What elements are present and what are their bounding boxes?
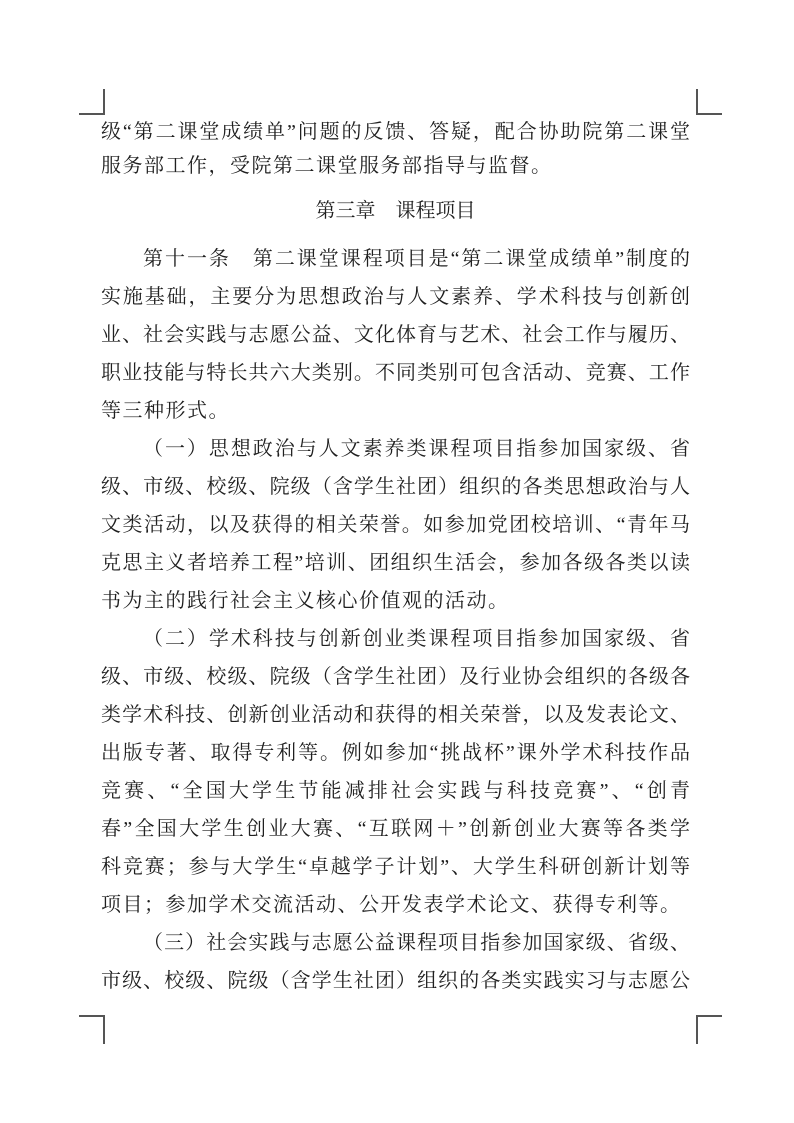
text-line: 书为主的践行社会主义核心价值观的活动。 [101, 590, 510, 612]
text-line: （一）思想政治与人文素养类课程项目指参加国家级、省 [143, 438, 690, 460]
text-line: 科竞赛；参与大学生“卓越学子计划”、大学生科研创新计划等 [101, 856, 690, 878]
crop-mark-bottom-right-icon [696, 1015, 722, 1044]
text-line: 等三种形式。 [101, 400, 230, 422]
text-line: 第十一条 第二课堂课程项目是“第二课堂成绩单”制度的 [143, 248, 690, 270]
text-line: 春”全国大学生创业大赛、“互联网＋”创新创业大赛等各类学 [101, 818, 690, 840]
text-line: 职业技能与特长共六大类别。不同类别可包含活动、竞赛、工作 [101, 362, 690, 384]
chapter-heading: 第三章 课程项目 [315, 200, 476, 222]
text-line: 文类活动，以及获得的相关荣誉。如参加党团校培训、“青年马 [101, 514, 690, 536]
text-line: 类学术科技、创新创业活动和获得的相关荣誉，以及发表论文、 [101, 704, 690, 726]
text-line: 竞赛、“全国大学生节能减排社会实践与科技竞赛”、“创青 [101, 780, 690, 802]
crop-mark-bottom-left-icon [79, 1015, 105, 1044]
text-line: 业、社会实践与志愿公益、文化体育与艺术、社会工作与履历、 [101, 324, 690, 346]
text-line: 克思主义者培养工程”培训、团组织生活会，参加各级各类以读 [101, 552, 690, 574]
text-line: 服务部工作，受院第二课堂服务部指导与监督。 [101, 155, 553, 177]
text-line: 级、市级、校级、院级（含学生社团）组织的各类思想政治与人 [101, 476, 690, 498]
text-line: 级“第二课堂成绩单”问题的反馈、答疑，配合协助院第二课堂 [101, 121, 690, 143]
text-line: 级、市级、校级、院级（含学生社团）及行业协会组织的各级各 [101, 666, 690, 688]
text-line: （二）学术科技与创新创业类课程项目指参加国家级、省 [143, 628, 690, 650]
text-line: 出版专著、取得专利等。例如参加“挑战杯”课外学术科技作品 [101, 742, 690, 764]
text-line: 项目；参加学术交流活动、公开发表学术论文、获得专利等。 [101, 894, 682, 916]
crop-mark-top-left-icon [79, 89, 105, 115]
text-line: 市级、校级、院级（含学生社团）组织的各类实践实习与志愿公 [101, 970, 690, 992]
text-line: （三）社会实践与志愿公益课程项目指参加国家级、省级、 [143, 932, 690, 954]
document-body [101, 115, 690, 1000]
crop-mark-top-right-icon [696, 89, 722, 115]
text-line: 实施基础，主要分为思想政治与人文素养、学术科技与创新创 [101, 286, 690, 308]
